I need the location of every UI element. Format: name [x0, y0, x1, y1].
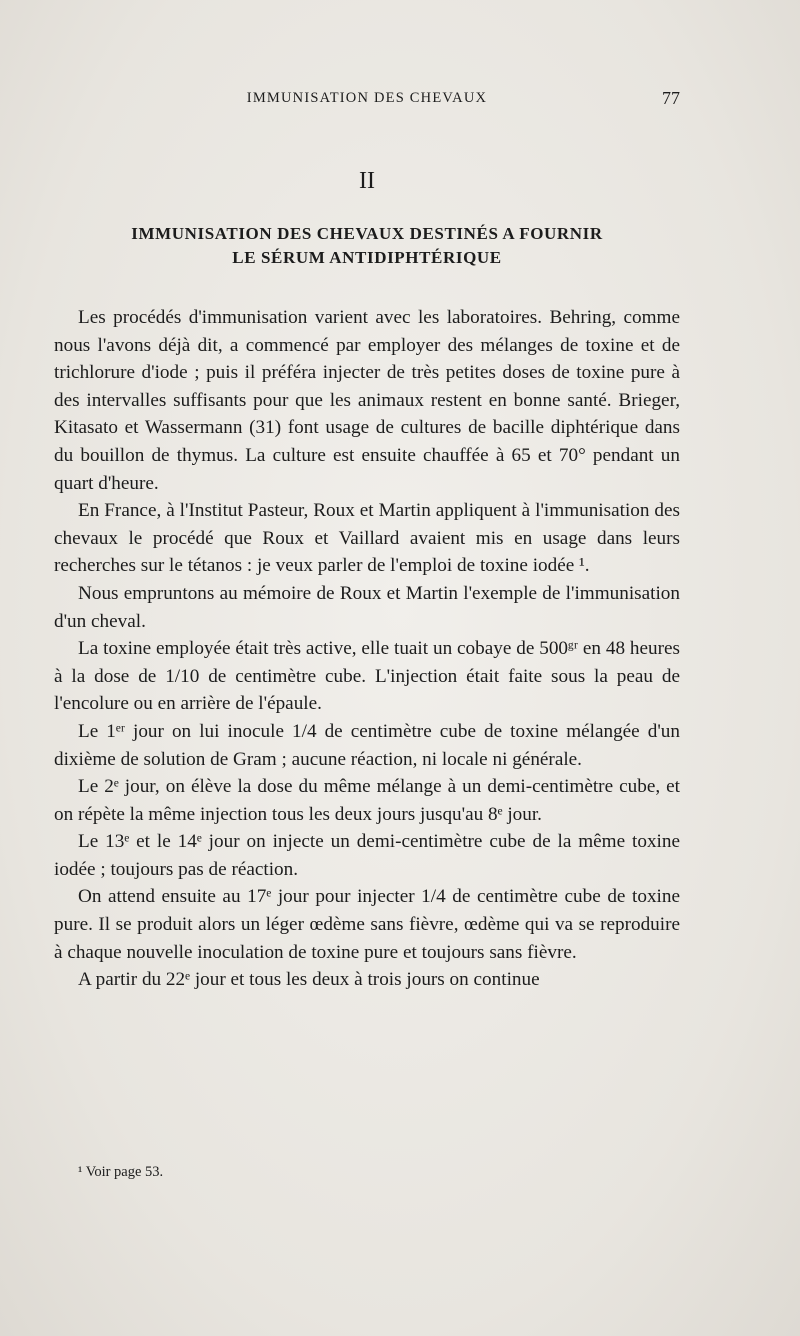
- running-head: [54, 90, 680, 112]
- paragraph: A partir du 22ᵉ jour et tous les deux à trois jours on continue: [78, 969, 540, 991]
- paragraph: Le 1ᵉʳ jour on lui inocule 1/4 de centimètre cube de toxine mélangée d'un dixième de solution de Gram ; aucune réaction, ni locale ni générale.: [54, 720, 680, 770]
- paragraph: On attend ensuite au 17ᵉ jour pour injecter 1/4 de centimètre cube de toxine pure. Il se produit alors un léger œdème sans fièvre, œdème qui va se reproduire à chaque nouvelle inoculation de toxine pure et toujours sans fièvre.: [54, 886, 680, 963]
- body-text: [54, 304, 680, 994]
- page-number: 77: [662, 88, 680, 108]
- running-title: IMMUNISATION DES CHEVAUX: [246, 90, 488, 106]
- paragraph: Les procédés d'immunisation varient avec les laboratoires. Behring, comme nous l'avons déjà dit, a commencé par employer des mélanges de toxine et de trichlorure d'iode ; puis il préféra injecter de très petites doses de toxine pure à des intervalles suffisants pour que les animaux restent en bonne santé. Brieger, Kitasato et Wassermann (31) font usage de cultures de bacille diphtérique dans du bouillon de thymus. La culture est ensuite chauffée à 65 et 70° pendant un quart d'heure.: [54, 307, 680, 494]
- section-title: [54, 222, 680, 270]
- section-number: II: [359, 168, 375, 194]
- paragraph: Nous empruntons au mémoire de Roux et Martin l'exemple de l'immunisation d'un cheval.: [54, 582, 680, 632]
- paragraph: Le 2ᵉ jour, on élève la dose du même mélange à un demi-centimètre cube, et on répète la même injection tous les deux jours jusqu'au 8ᵉ jour.: [54, 776, 680, 825]
- paragraph: La toxine employée était très active, elle tuait un cobaye de 500ᵍʳ en 48 heures à la dose de 1/10 de centimètre cube. L'injection était faite sous la peau de l'encolure ou en arrière de l'épaule.: [54, 638, 680, 715]
- paragraph: En France, à l'Institut Pasteur, Roux et Martin appliquent à l'immunisation des chevaux le procédé que Roux et Vaillard avaient mis en usage dans leurs recherches sur le tétanos : je veux parler de l'emploi de toxine iodée ¹.: [54, 500, 680, 577]
- paragraph: Le 13ᵉ et le 14ᵉ jour on injecte un demi-centimètre cube de la même toxine iodée ; toujours pas de réaction.: [54, 831, 680, 880]
- footnote: ¹ Voir page 53.: [78, 1164, 164, 1180]
- section-title-line-1: IMMUNISATION DES CHEVAUX DESTINÉS A FOURNIR: [131, 224, 603, 243]
- section-title-line-2: LE SÉRUM ANTIDIPHTÉRIQUE: [232, 248, 502, 267]
